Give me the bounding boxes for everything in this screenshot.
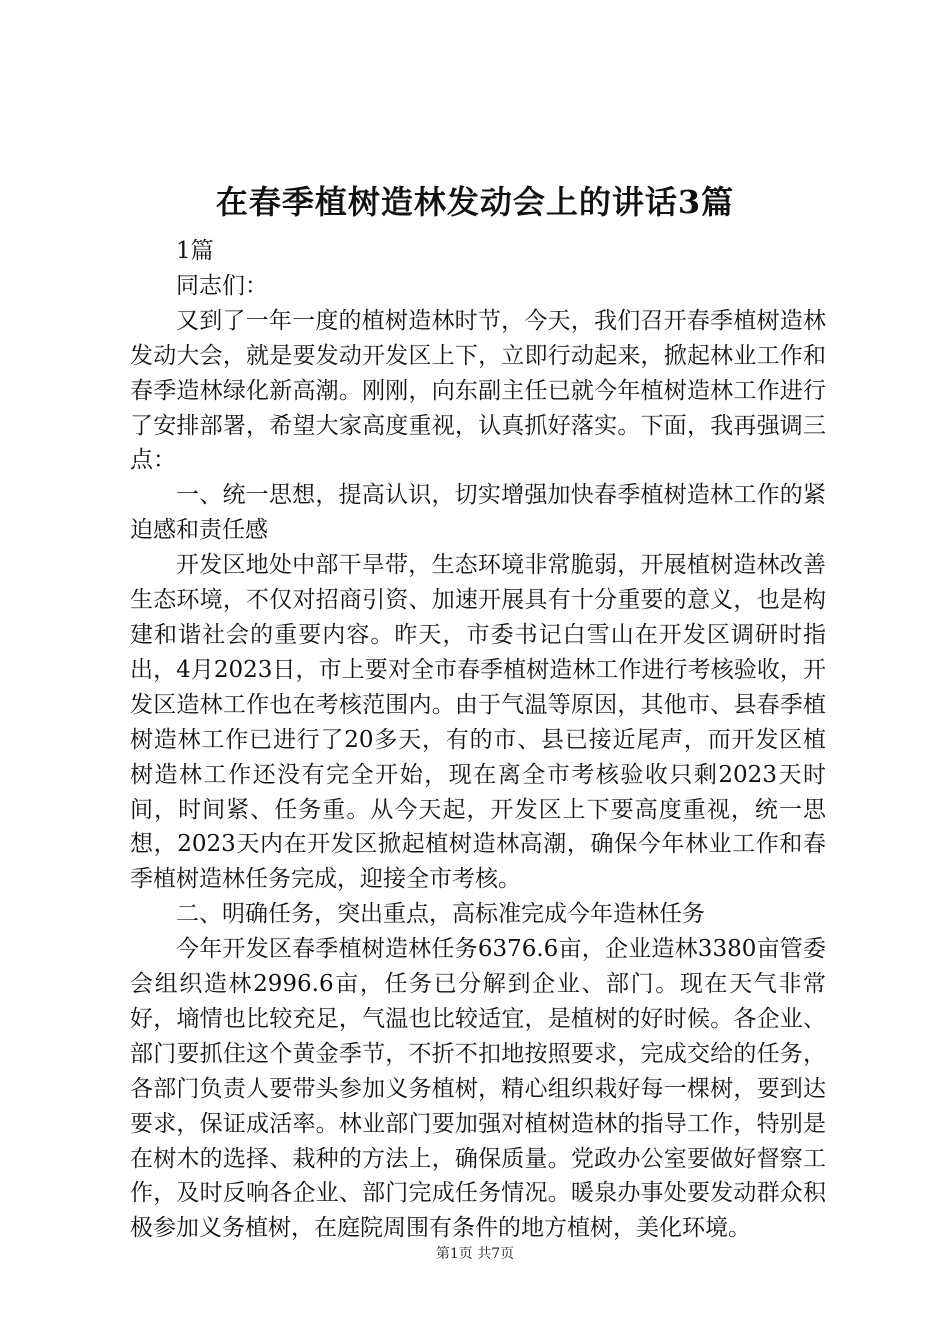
heading-point-one: 一、统一思想，提高认识，切实增强加快春季植树造林工作的紧迫感和责任感 [130, 482, 826, 544]
page-footer: 第1页 共7页 [435, 1246, 515, 1262]
document-body [130, 234, 826, 1246]
paragraph-point-one: 开发区地处中部干旱带，生态环境非常脆弱，开展植树造林改善生态环境，不仅对招商引资、加速开展具有十分重要的意义，也是构建和谐社会的重要内容。昨天，市委书记白雪山在开发区调研时指出，4月2023日，市上要对全市春季植树造林工作进行考核验收，开发区造林工作也在考核范围内。由于气温等原因，其他市、县春季植树造林工作已进行了20多天，有的市、县已接近尾声，而开发区植树造林工作还没有完全开始，现在离全市考核验收只剩2023天时间，时间紧、任务重。从今天起，开发区上下要高度重视，统一思想，2023天内在开发区掀起植树造林高潮，确保今年林业工作和春季植树造林任务完成，迎接全市考核。 [130, 552, 826, 893]
document-title: 在春季植树造林发动会上的讲话3篇 [215, 183, 735, 221]
salutation: 同志们： [176, 272, 268, 299]
paragraph-intro: 又到了一年一度的植树造林时节，今天，我们召开春季植树造林发动大会，就是要发动开发区上下，立即行动起来，掀起林业工作和春季造林绿化新高潮。刚刚，向东副主任已就今年植树造林工作进行了安排部署，希望大家高度重视，认真抓好落实。下面，我再强调三点： [130, 307, 826, 474]
section-label: 1篇 [176, 238, 214, 264]
paragraph-point-two: 今年开发区春季植树造林任务6376.6亩，企业造林3380亩管委会组织造林2996.6亩，任务已分解到企业、部门。现在天气非常好，墒情也比较充足，气温也比较适宜，是植树的好时候。各企业、部门要抓住这个黄金季节，不折不扣地按照要求，完成交给的任务，各部门负责人要带头参加义务植树，精心组织栽好每一棵树，要到达要求，保证成活率。林业部门要加强对植树造林的指导工作，特别是在树木的选择、栽种的方法上，确保质量。党政办公室要做好督察工作，及时反响各企业、部门完成任务情况。暖泉办事处要发动群众积极参加义务植树，在庭院周围有条件的地方植树，美化环境。 [130, 936, 826, 1242]
heading-point-two: 二、明确任务，突出重点，高标准完成今年造林任务 [176, 901, 705, 928]
